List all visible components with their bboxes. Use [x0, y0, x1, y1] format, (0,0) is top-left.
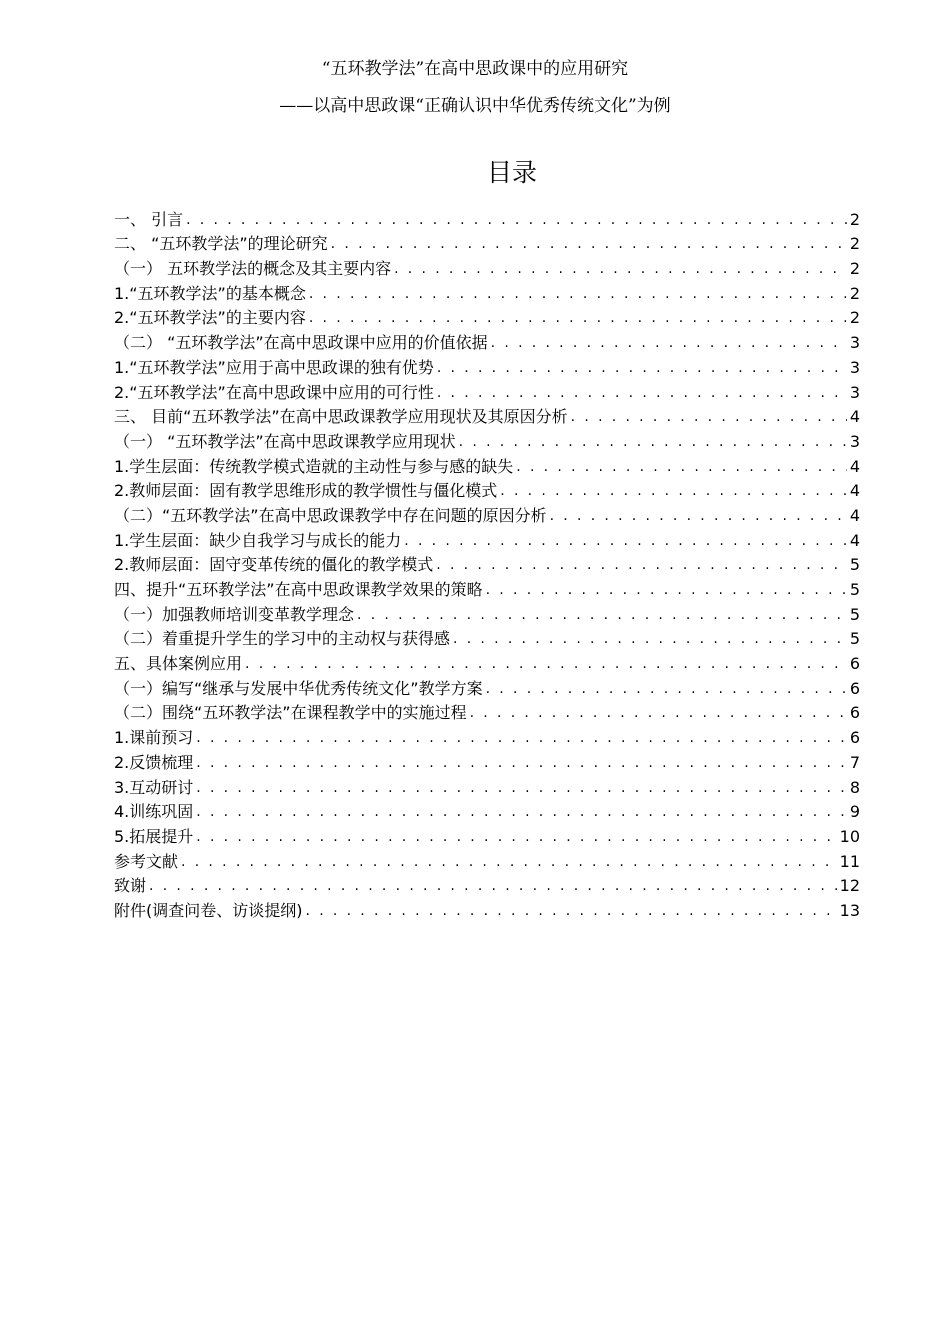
- toc-entry[interactable]: [114, 799, 860, 824]
- toc-entry-label: 1.课前预习: [114, 728, 194, 748]
- toc-dot-leader: [149, 875, 837, 897]
- toc-dot-leader: [436, 554, 847, 576]
- toc-entry[interactable]: [114, 255, 860, 280]
- toc-entry-label: 参考文献: [114, 851, 179, 871]
- toc-entry[interactable]: [114, 231, 860, 256]
- toc-entry-page-number: 4: [849, 481, 860, 501]
- toc-entry-page-number: 6: [849, 678, 860, 698]
- toc-entry-page-number: 5: [849, 629, 860, 649]
- toc-entry-page-number: 9: [849, 802, 860, 822]
- toc-dot-leader: [196, 826, 836, 848]
- toc-entry-label: 1.学生层面：缺少自我学习与成长的能力: [114, 530, 402, 550]
- toc-entry-label: 3.互动研讨: [114, 777, 194, 797]
- toc-entry-label: 2.教师层面：固守变革传统的僵化的教学模式: [114, 555, 434, 575]
- toc-dot-leader: [309, 307, 847, 329]
- toc-entry-label: 1.“五环教学法”的基本概念: [114, 283, 306, 303]
- toc-entry-page-number: 12: [839, 876, 860, 896]
- toc-entry-page-number: 7: [849, 752, 860, 772]
- toc-dot-leader: [196, 752, 847, 774]
- toc-entry-page-number: 3: [849, 333, 860, 353]
- toc-entry-page-number: 4: [849, 505, 860, 525]
- toc-entry-label: 1.“五环教学法”应用于高中思政课的独有优势: [114, 357, 434, 377]
- toc-entry[interactable]: [114, 650, 860, 675]
- toc-dot-leader: [357, 604, 847, 626]
- toc-entry[interactable]: [114, 897, 860, 922]
- toc-entry-page-number: 2: [849, 209, 860, 229]
- toc-entry-label: 四、提升“五环教学法”在高中思政课教学效果的策略: [114, 580, 483, 599]
- toc-entry[interactable]: [114, 379, 860, 404]
- toc-dot-leader: [486, 579, 847, 601]
- toc-entry[interactable]: [114, 873, 860, 898]
- toc-entry-page-number: 13: [839, 900, 860, 920]
- toc-entry[interactable]: [114, 329, 860, 354]
- toc-entry[interactable]: [114, 280, 860, 305]
- toc-entry-label: 5.拓展提升: [114, 826, 194, 846]
- toc-entry[interactable]: [114, 700, 860, 725]
- toc-entry-label: （二）着重提升学生的学习中的主动权与获得感: [114, 629, 451, 649]
- toc-entry-label: （二）“五环教学法”在高中思政课教学中存在问题的原因分析: [114, 505, 547, 525]
- toc-entry-page-number: 5: [849, 604, 860, 624]
- toc-entry[interactable]: [114, 478, 860, 503]
- toc-entry-label: 2.“五环教学法”在高中思政课中应用的可行性: [114, 382, 434, 402]
- toc-dot-leader: [453, 628, 847, 650]
- toc-entry-label: 一、 引言: [114, 209, 184, 229]
- toc-dot-leader: [459, 431, 847, 453]
- toc-dot-leader: [196, 727, 847, 749]
- toc-dot-leader: [196, 777, 847, 799]
- toc-entry[interactable]: [114, 502, 860, 527]
- toc-dot-leader: [196, 801, 847, 823]
- toc-heading: 目录: [486, 158, 537, 187]
- toc-entry-page-number: 3: [849, 382, 860, 402]
- toc-entry-page-number: 10: [839, 826, 860, 846]
- toc-entry[interactable]: [114, 823, 860, 848]
- toc-entry-label: 1.学生层面：传统教学模式造就的主动性与参与感的缺失: [114, 456, 514, 476]
- toc-entry[interactable]: [114, 305, 860, 330]
- toc-dot-leader: [437, 357, 847, 379]
- toc-entry[interactable]: [114, 749, 860, 774]
- toc-entry-label: 致谢: [114, 876, 147, 896]
- toc-entry[interactable]: [114, 724, 860, 749]
- toc-dot-leader: [486, 678, 847, 700]
- toc-entry[interactable]: [114, 626, 860, 651]
- toc-entry-label: 2.反馈梳理: [114, 752, 194, 772]
- toc-entry[interactable]: [114, 552, 860, 577]
- toc-dot-leader: [186, 209, 847, 231]
- toc-entry-page-number: 2: [849, 283, 860, 303]
- toc-entry[interactable]: [114, 428, 860, 453]
- toc-entry-page-number: 11: [839, 851, 860, 871]
- toc-entry-label: （二） “五环教学法”在高中思政课中应用的价值依据: [114, 333, 488, 353]
- toc-entry-page-number: 6: [849, 728, 860, 748]
- toc-entry-page-number: 2: [849, 259, 860, 279]
- toc-dot-leader: [491, 332, 847, 354]
- document-title: “五环教学法”在高中思政课中的应用研究: [321, 59, 629, 79]
- toc-entry-page-number: 4: [849, 456, 860, 476]
- toc-dot-leader: [404, 530, 847, 552]
- toc-entry-page-number: 4: [849, 530, 860, 550]
- toc-entry[interactable]: [114, 675, 860, 700]
- toc-entry[interactable]: [114, 354, 860, 379]
- toc-entry-page-number: 6: [849, 654, 860, 674]
- toc-entry-label: 附件(调查问卷、访谈提纲): [114, 900, 303, 920]
- toc-entry-page-number: 3: [849, 431, 860, 451]
- toc-dot-leader: [500, 480, 847, 502]
- toc-entry[interactable]: [114, 453, 860, 478]
- toc-entry[interactable]: [114, 774, 860, 799]
- toc-dot-leader: [470, 702, 847, 724]
- toc-dot-leader: [437, 382, 847, 404]
- toc-entry-label: （一）加强教师培训变革教学理念: [114, 604, 355, 624]
- toc-entry-label: 二、 “五环教学法”的理论研究: [114, 234, 328, 254]
- toc-entry[interactable]: [114, 848, 860, 873]
- toc-dot-leader: [181, 851, 837, 873]
- toc-entry-label: 2.教师层面：固有教学思维形成的教学惯性与僵化模式: [114, 481, 498, 501]
- toc-entry-page-number: 8: [849, 777, 860, 797]
- toc-dot-leader: [571, 406, 847, 428]
- toc-dot-leader: [245, 653, 847, 675]
- table-of-contents: [114, 206, 860, 922]
- toc-dot-leader: [309, 283, 847, 305]
- toc-entry-label: 4.训练巩固: [114, 802, 194, 822]
- toc-entry-page-number: 2: [849, 234, 860, 254]
- toc-entry-label: 三、 目前“五环教学法”在高中思政课教学应用现状及其原因分析: [114, 407, 568, 427]
- toc-entry-label: 五、具体案例应用: [114, 654, 243, 674]
- toc-entry[interactable]: [114, 576, 860, 601]
- toc-entry[interactable]: [114, 601, 860, 626]
- toc-entry-page-number: 2: [849, 308, 860, 328]
- toc-entry[interactable]: [114, 527, 860, 552]
- toc-entry[interactable]: [114, 206, 860, 231]
- toc-entry-page-number: 5: [849, 555, 860, 575]
- toc-entry[interactable]: [114, 404, 860, 429]
- toc-entry-label: （二）围绕“五环教学法”在课程教学中的实施过程: [114, 703, 467, 723]
- toc-dot-leader: [331, 233, 847, 255]
- toc-entry-page-number: 6: [849, 703, 860, 723]
- toc-dot-leader: [516, 456, 847, 478]
- document-subtitle: ——以高中思政课“正确认识中华优秀传统文化”为例: [279, 96, 671, 116]
- toc-dot-leader: [550, 505, 847, 527]
- toc-entry-label: （一） 五环教学法的概念及其主要内容: [114, 259, 392, 279]
- toc-dot-leader: [394, 258, 847, 280]
- toc-entry-label: （一） “五环教学法”在高中思政课教学应用现状: [114, 431, 456, 451]
- toc-dot-leader: [306, 900, 837, 922]
- toc-entry-page-number: 4: [849, 407, 860, 427]
- toc-entry-page-number: 3: [849, 357, 860, 377]
- toc-entry-label: 2.“五环教学法”的主要内容: [114, 308, 306, 328]
- toc-entry-label: （一）编写“继承与发展中华优秀传统文化”教学方案: [114, 678, 483, 698]
- toc-entry-page-number: 5: [849, 580, 860, 599]
